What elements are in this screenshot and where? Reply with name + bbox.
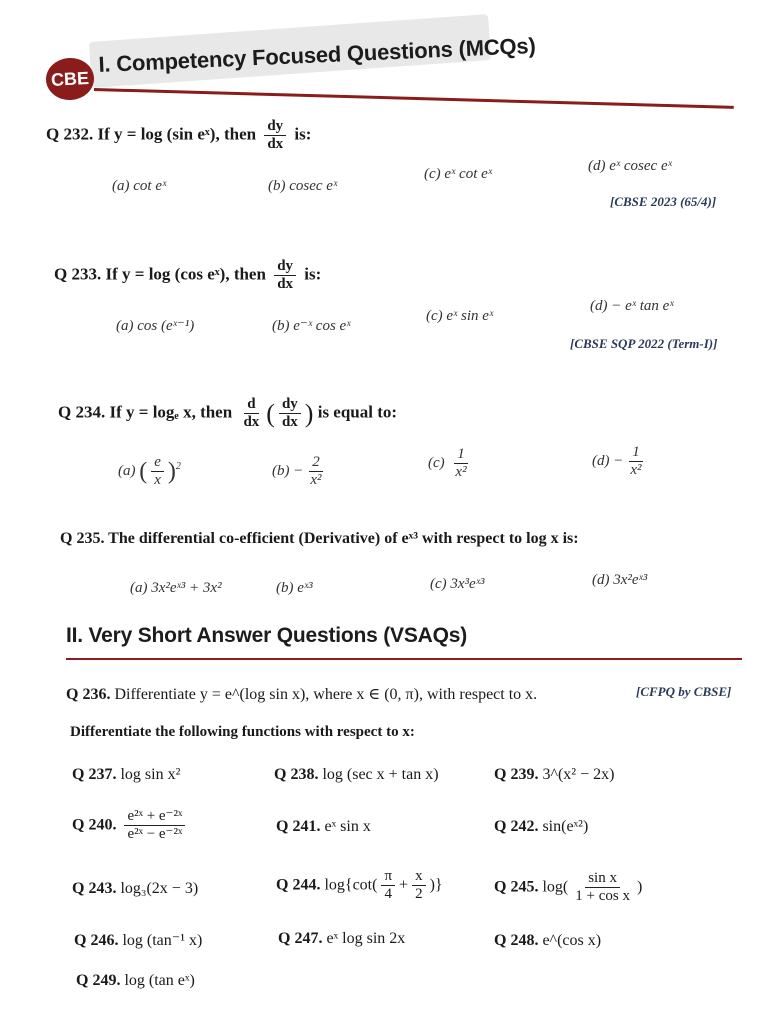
question-stem: The differential co-efficient (Derivative) of eˣ³ with respect to log x is: [108, 530, 579, 547]
cbe-badge: CBE [45, 57, 95, 101]
question-242: Q 242. sin(eˣ²) [494, 818, 589, 835]
question-232: Q 232. If y = log (sin eˣ), then $\frac{dy}{dx}$ is: [46, 118, 312, 153]
question-stem: If y = log (cos eˣ), then [105, 264, 266, 284]
option-a: (a) ( $\frac{e}{x}$ )$^2$ [118, 454, 181, 489]
question-237: Q 237. log sin x² [72, 766, 181, 783]
option-b: (b) e⁻ˣ cos eˣ [272, 318, 351, 334]
question-246: Q 246. log (tan⁻¹ x) [74, 932, 203, 949]
question-241: Q 241. eˣ sin x [276, 818, 371, 835]
question-243: Q 243. log₃(2x − 3) [72, 880, 199, 897]
question-number: Q 236. [66, 686, 111, 703]
question-text: Differentiate y = e^(log sin x), where x ∈ (0, π), with respect to x. [114, 686, 538, 703]
option-b: (b) eˣ³ [276, 580, 313, 596]
question-number: Q 233. [54, 264, 102, 284]
question-number: Q 232. [46, 124, 94, 144]
dy-dx-fraction: $\frac{dy}{dx}$ [279, 396, 301, 432]
source-tag: [CBSE 2023 (65/4)] [610, 194, 717, 209]
section-title-vsaq: II. Very Short Answer Questions (VSAQs) [66, 624, 468, 647]
question-stem: If y = log (sin eˣ), then [97, 124, 257, 144]
d-dx-fraction: $\frac{d}{dx}$ [243, 396, 260, 431]
section-title-mcq: I. Competency Focused Questions (MCQs) [98, 32, 537, 77]
option-a: (a) cos (eˣ⁻¹) [116, 318, 195, 334]
question-stem: If y = logₑ x, then [109, 402, 233, 422]
question-248: Q 248. e^(cos x) [494, 932, 602, 949]
question-233: Q 233. If y = log (cos eˣ), then $\frac{dy}{dx}$ is: [54, 258, 322, 293]
question-240: Q 240. $\frac{\text{e²ˣ + e⁻²ˣ}}{\text{e²ˣ − e⁻²ˣ}}$ [72, 808, 189, 844]
option-c: (c) 3x³eˣ³ [430, 576, 485, 592]
question-238: Q 238. log (sec x + tan x) [274, 766, 439, 783]
section-header-mcq [0, 14, 768, 94]
source-tag: [CFPQ by CBSE] [636, 684, 732, 699]
question-number: Q 235. [60, 530, 105, 547]
question-234: Q 234. If y = logₑ x, then $\frac{d}{dx}$ ( $\frac{dy}{dx}$ ) is equal to: [58, 396, 398, 431]
instruction: Differentiate the following functions with respect to x: [70, 724, 415, 740]
option-d: (d) − $\frac{1}{\text{x²}}$ [592, 444, 642, 479]
option-c: (c) eˣ cot eˣ [424, 166, 493, 182]
option-a: (a) 3x²eˣ³ + 3x² [130, 580, 222, 596]
option-a: (a) cot eˣ [112, 178, 167, 194]
source-tag: [CBSE SQP 2022 (Term-I)] [570, 336, 718, 351]
dy-dx-fraction: $\frac{dy}{dx}$ [274, 258, 296, 294]
option-c: (c) $\frac{1}{\text{x²}}$ [428, 446, 467, 481]
question-244: Q 244. log{cot( $\frac{\pi}{4}$ + $\frac{x}{2}$ )} [276, 868, 443, 903]
question-235 [60, 530, 579, 548]
option-b: (b) − $\frac{2}{\text{x²}}$ [272, 454, 322, 489]
section-underline [66, 658, 742, 660]
question-247: Q 247. eˣ log sin 2x [278, 930, 406, 947]
option-b: (b) cosec eˣ [268, 178, 338, 194]
question-249: Q 249. log (tan eˣ) [76, 972, 195, 989]
option-d: (d) 3x²eˣ³ [592, 572, 648, 588]
option-d: (d) − eˣ tan eˣ [590, 298, 674, 314]
question-245: Q 245. log( $\frac{\text{sin x}}{\text{1 + cos x}}$ ) [494, 870, 643, 905]
dy-dx-fraction: $\frac{dy}{dx}$ [264, 118, 286, 154]
question-236 [66, 684, 537, 704]
question-number: Q 234. [58, 402, 106, 422]
question-239: Q 239. 3^(x² − 2x) [494, 766, 615, 783]
option-d: (d) eˣ cosec eˣ [588, 158, 672, 174]
option-c: (c) eˣ sin eˣ [426, 308, 494, 324]
header-underline [94, 88, 734, 109]
